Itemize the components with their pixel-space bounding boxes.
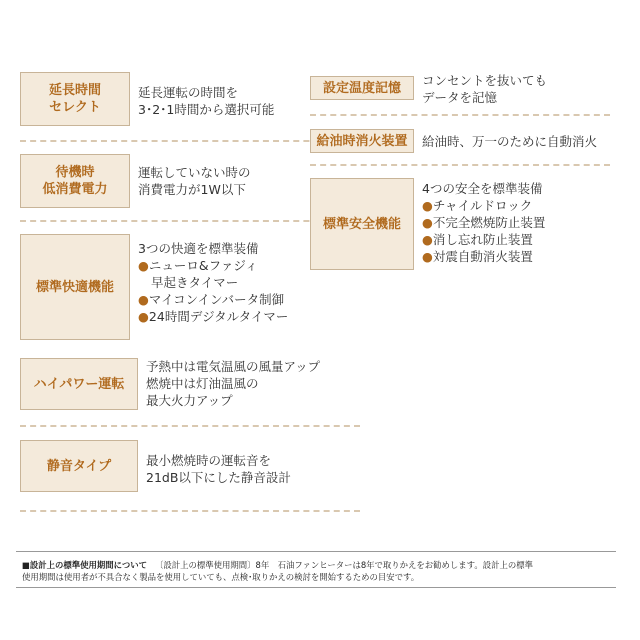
desc-high-power	[146, 358, 320, 409]
label-text: 標準安全機能	[322, 216, 401, 232]
desc-line: 消費電力が1W以下	[138, 182, 246, 197]
bullet-icon: ●	[422, 249, 433, 264]
desc-standard-safety	[422, 180, 545, 265]
label-text: ハイパワー運転	[33, 376, 125, 392]
footer-line	[22, 559, 622, 571]
desc-line: 予熱中は電気温風の風量アップ	[146, 359, 321, 374]
list-item-text: マイコンインバータ制御	[148, 292, 285, 307]
label-standby-power	[20, 154, 130, 208]
separator	[310, 114, 610, 116]
label-extension-time	[20, 72, 130, 126]
label-text: 設定温度記憶	[322, 80, 401, 96]
desc-line: 運転していない時の	[138, 165, 251, 180]
desc-line: 3･2･1時間から選択可能	[138, 102, 275, 117]
list-item-text: 対震自動消火装置	[432, 249, 533, 264]
label-standard-safety	[310, 178, 414, 270]
desc-standard-comfort	[138, 240, 288, 325]
separator	[20, 140, 360, 142]
desc-line: 燃焼中は灯油温風の	[146, 376, 259, 391]
list-item-text: 24時間デジタルタイマー	[148, 309, 289, 324]
separator	[20, 220, 360, 222]
label-text: 静音タイプ	[46, 458, 112, 474]
separator	[20, 510, 360, 512]
list-item	[422, 197, 545, 214]
label-high-power	[20, 358, 138, 410]
label-temperature-memory	[310, 76, 414, 100]
footer-note	[22, 559, 622, 583]
list-item-text: ニューロ&ファジィ	[148, 258, 258, 273]
separator	[20, 425, 360, 427]
desc-extension-time	[138, 84, 274, 118]
footer-heading: ■設計上の標準使用期間について	[22, 560, 147, 570]
footer-line: 使用期間は使用者が不具合なく製品を使用していても、点検･取りかえの検討を開始するための目安です。	[22, 572, 420, 582]
desc-standby-power	[138, 164, 251, 198]
footer-bottom-rule	[16, 587, 616, 588]
desc-intro: 4つの安全を標準装備	[422, 181, 543, 196]
desc-quiet-type	[146, 452, 291, 486]
list-item-text: 不完全燃焼防止装置	[432, 215, 546, 230]
bullet-icon: ●	[138, 258, 149, 273]
desc-refuel-extinguish	[422, 133, 597, 150]
list-item	[138, 291, 288, 308]
footer-text: 〔設計上の標準使用期間〕8年 石油ファンヒーターは8年で取りかえをお勧めします。設計上の標準	[155, 560, 533, 570]
desc-line: 給油時、万一のために自動消火	[422, 134, 598, 149]
desc-intro: 3つの快適を標準装備	[138, 241, 259, 256]
list-item-text: 早起きタイマー	[151, 275, 239, 290]
label-refuel-extinguish	[310, 129, 414, 153]
bullet-icon: ●	[138, 309, 149, 324]
bullet-icon: ●	[422, 232, 433, 247]
label-line: 延長時間	[48, 83, 101, 98]
bullet-icon: ●	[422, 198, 433, 213]
list-item	[138, 257, 288, 274]
label-line: セレクト	[49, 100, 101, 115]
list-item	[422, 231, 545, 248]
list-item-continued	[138, 274, 288, 291]
label-line: 低消費電力	[42, 182, 108, 197]
list-item	[138, 308, 288, 325]
footer-top-rule	[16, 551, 616, 552]
list-item-text: 消し忘れ防止装置	[432, 232, 533, 247]
desc-temperature-memory	[422, 72, 547, 106]
desc-line: データを記憶	[422, 90, 498, 105]
label-text: 標準快適機能	[35, 279, 114, 295]
label-text: 給油時消火装置	[316, 133, 408, 149]
bullet-icon: ●	[422, 215, 433, 230]
desc-line: コンセントを抜いても	[422, 73, 548, 88]
list-item	[422, 214, 545, 231]
desc-line: 最大火力アップ	[146, 393, 233, 408]
label-line: 待機時	[55, 165, 95, 180]
separator	[310, 164, 610, 166]
list-item	[422, 248, 545, 265]
label-standard-comfort	[20, 234, 130, 340]
list-item-text: チャイルドロック	[432, 198, 533, 213]
desc-line: 21dB以下にした静音設計	[146, 470, 291, 485]
bullet-icon: ●	[138, 292, 149, 307]
desc-line: 延長運転の時間を	[138, 85, 239, 100]
desc-line: 最小燃焼時の運転音を	[146, 453, 272, 468]
label-quiet-type	[20, 440, 138, 492]
